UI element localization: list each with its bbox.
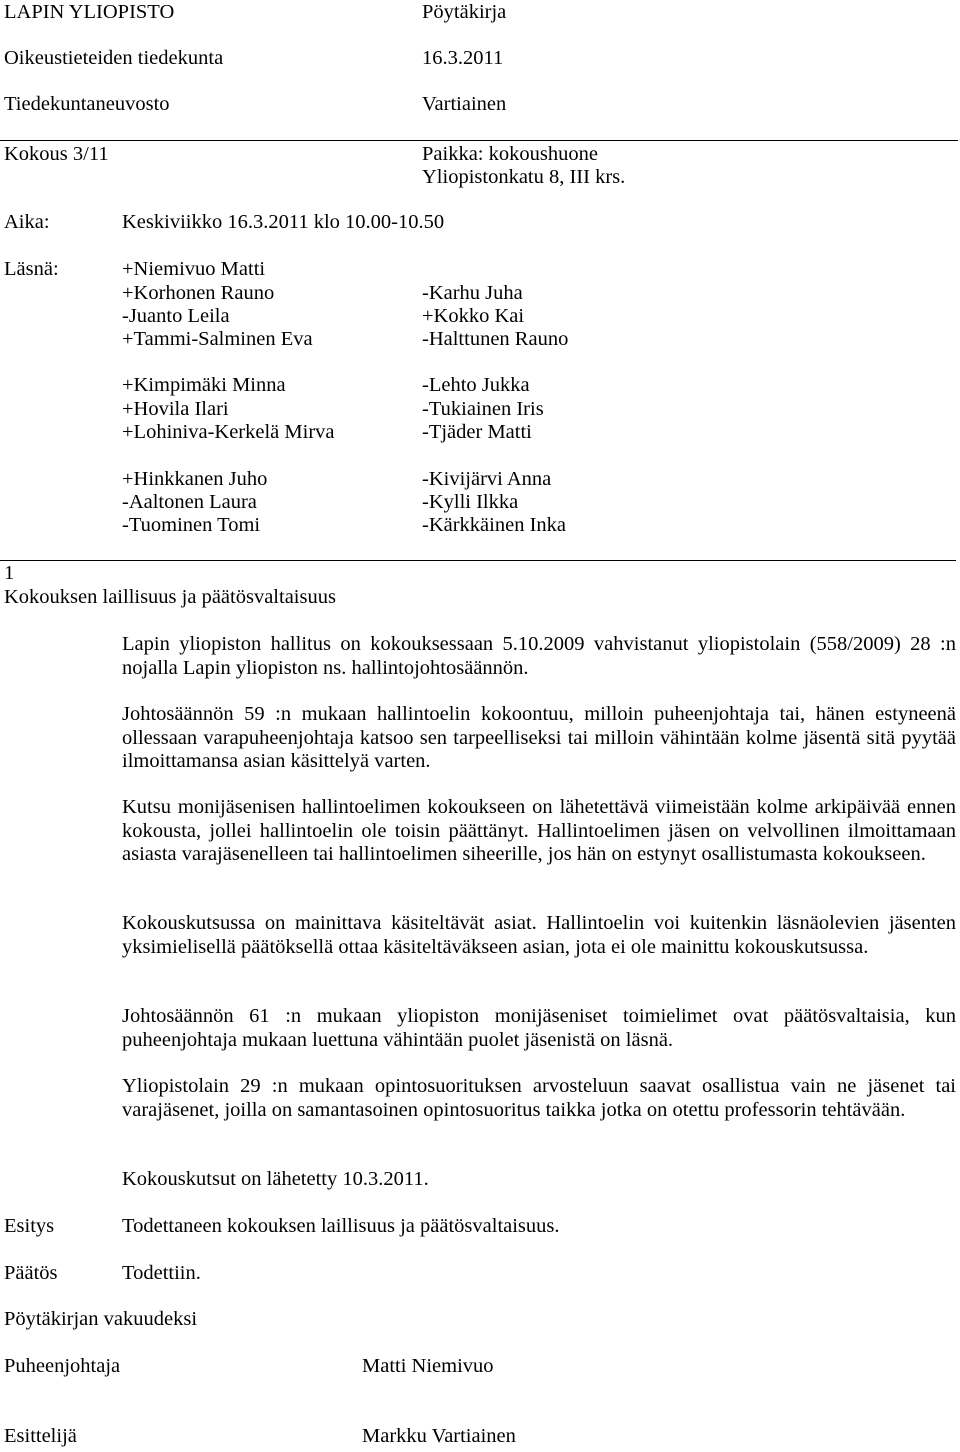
attendee-left: -Aaltonen Laura [122, 491, 257, 513]
decision-label: Päätös [4, 1262, 58, 1284]
attendee-right: -Halttunen Rauno [422, 328, 569, 350]
paragraph: Kokouskutsussa on mainittava käsiteltävät asiat. Hallintoelin voi kuitenkin läsnäolevien jäsenten yksimielisellä päätöksellä ottaa käsiteltäväkseen asian, jota ei ole mainittu kokouskutsussa. [122, 912, 956, 958]
decision-text: Todettiin. [122, 1262, 201, 1284]
org-name: LAPIN YLIOPISTO [4, 1, 175, 23]
meeting-place-line1: Paikka: kokoushuone [422, 143, 598, 165]
paragraph: Lapin yliopiston hallitus on kokouksessaan 5.10.2009 vahvistanut yliopistolain (558/2009) 28 :n nojalla Lapin yliopiston ns. hallintojohtosäännön. [122, 633, 956, 679]
paragraph: Yliopistolain 29 :n mukaan opintosuorituksen arvosteluun saavat osallistua vain ne jäsenet tai varajäsenet, joilla on samantasoinen opintosuoritus taikka jotka on otettu professorin tehtävään. [122, 1075, 956, 1121]
attendee-right: -Kärkkäinen Inka [422, 514, 567, 536]
presenter-name: Markku Vartiainen [362, 1425, 516, 1447]
meeting-number: Kokous 3/11 [4, 143, 109, 165]
proposal-label: Esitys [4, 1215, 55, 1237]
attendee-left: +Lohiniva-Kerkelä Mirva [122, 421, 335, 443]
attendee-left: +Hinkkanen Juho [122, 468, 268, 490]
attendee-left: -Tuominen Tomi [122, 514, 261, 536]
section-divider [0, 560, 956, 561]
paragraph: Johtosäännön 61 :n mukaan yliopiston monijäseniset toimielimet ovat päätösvaltaisia, kun puheenjohtaja mukaan luettuna vähintään puolet jäsenistä on läsnä. [122, 1005, 956, 1051]
meeting-place-line2: Yliopistonkatu 8, III krs. [422, 166, 626, 188]
attendee-left: +Korhonen Rauno [122, 282, 275, 304]
attendee-right: -Kylli Ilkka [422, 491, 519, 513]
proposal-text: Todettaneen kokouksen laillisuus ja päätösvaltaisuus. [122, 1215, 560, 1237]
attendee-left: +Hovila Ilari [122, 398, 229, 420]
attendee-right: -Kivijärvi Anna [422, 468, 552, 490]
paragraph: Kutsu monijäsenisen hallintoelimen kokoukseen on lähetettävä viimeistään kolme arkipäivää ennen kokousta, jollei hallintoelin ole toisin päättänyt. Hallintoelimen jäsen on velvollinen ilmoittamaan asiasta varajäsenelleen tai hallintoelimen siheerille, jos hän on estynyt osallistumasta kokoukseen. [122, 796, 956, 865]
attendee-right: -Lehto Jukka [422, 374, 530, 396]
attendee-left: +Niemivuo Matti [122, 258, 266, 280]
attendee-left: -Juanto Leila [122, 305, 230, 327]
attendee-left: +Kimpimäki Minna [122, 374, 286, 396]
section-number: 1 [4, 562, 15, 584]
document-date: 16.3.2011 [422, 47, 504, 69]
faculty-name: Oikeustieteiden tiedekunta [4, 47, 224, 69]
attendee-right: -Tukiainen Iris [422, 398, 544, 420]
attendee-left: +Tammi-Salminen Eva [122, 328, 313, 350]
document-author: Vartiainen [422, 93, 507, 115]
header-divider [0, 140, 958, 141]
signatures-heading: Pöytäkirjan vakuudeksi [4, 1308, 198, 1330]
council-name: Tiedekuntaneuvosto [4, 93, 170, 115]
presenter-label: Esittelijä [4, 1425, 77, 1447]
time-value: Keskiviikko 16.3.2011 klo 10.00-10.50 [122, 211, 445, 233]
attendee-right: -Tjäder Matti [422, 421, 532, 443]
time-label: Aika: [4, 211, 50, 233]
invitation-sent: Kokouskutsut on lähetetty 10.3.2011. [122, 1168, 429, 1190]
chair-label: Puheenjohtaja [4, 1355, 121, 1377]
section-title: Kokouksen laillisuus ja päätösvaltaisuus [4, 586, 336, 608]
chair-name: Matti Niemivuo [362, 1355, 494, 1377]
attendee-right: -Karhu Juha [422, 282, 523, 304]
paragraph: Johtosäännön 59 :n mukaan hallintoelin kokoontuu, milloin puheenjohtaja tai, hänen estyneenä ollessaan varapuheenjohtaja katsoo sen tarpeelliseksi tai milloin vähintään kolme jäsentä sitä pyytää ilmoittamansa asian käsittelyä varten. [122, 703, 956, 772]
document-type: Pöytäkirja [422, 1, 507, 23]
attendance-label: Läsnä: [4, 258, 59, 280]
attendee-right: +Kokko Kai [422, 305, 525, 327]
